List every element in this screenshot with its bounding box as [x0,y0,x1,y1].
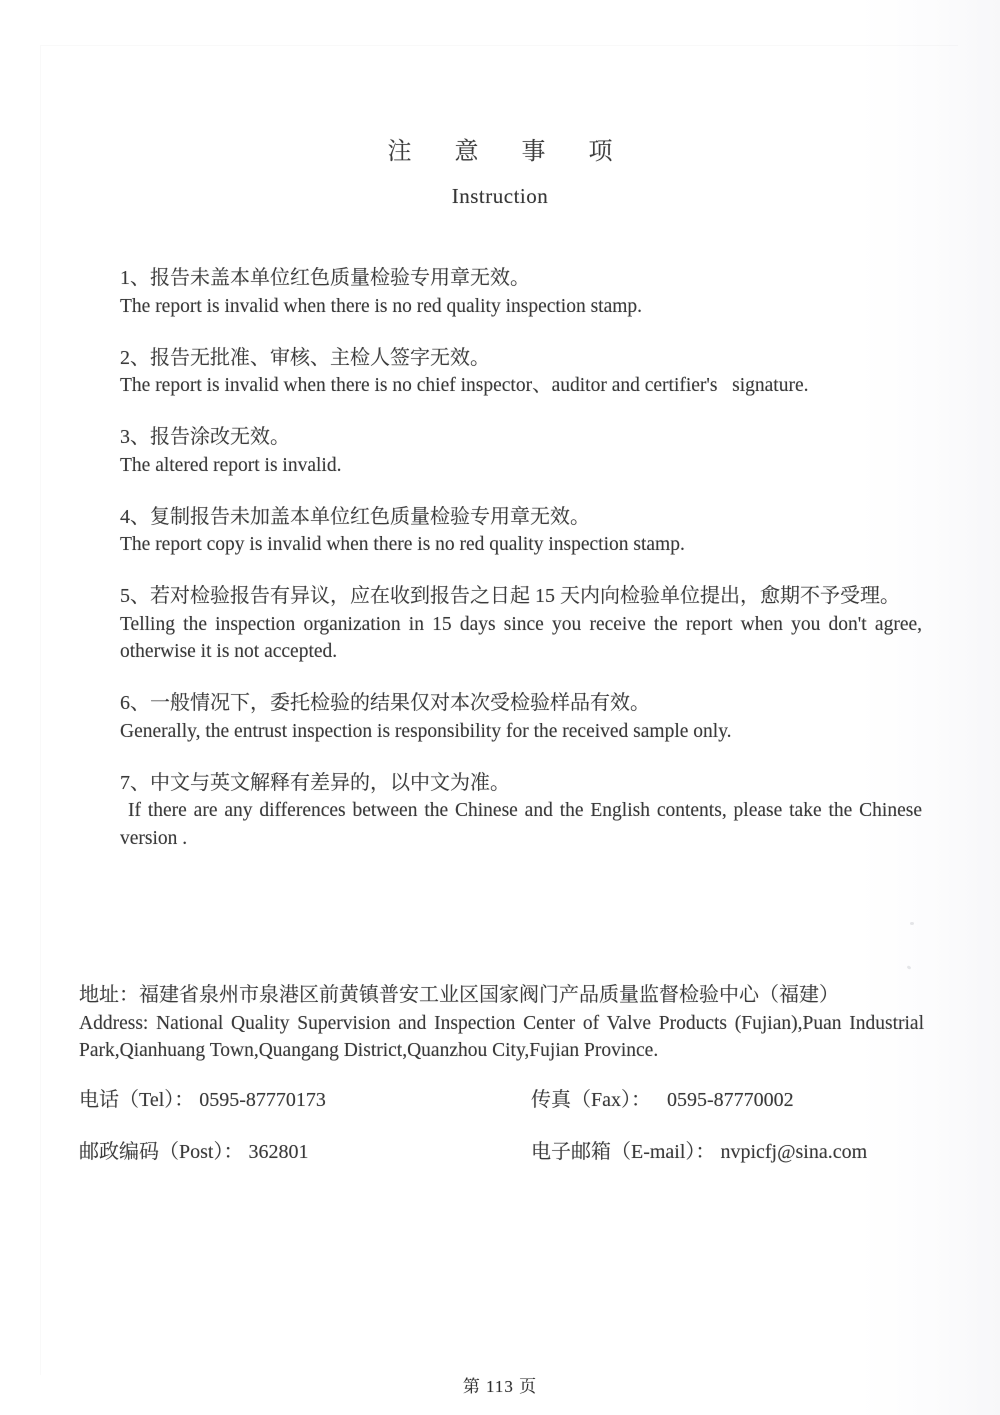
item-3-english-text: The altered report is invalid. [120,454,342,476]
item-1-english-text: The report is invalid when there is no red quality inspection stamp. [120,295,643,317]
instruction-item-1 [120,265,922,320]
item-2-chinese-text: 2、报告无批准、审核、主检人签字无效。 [120,346,490,369]
scan-speck [907,965,912,970]
address-block [79,982,924,1065]
post-cell [79,1139,531,1167]
tel-label: 电话（Tel）： [79,1088,195,1111]
address-english: Address: National Quality Supervision and Inspection Center of Valve Products (Fujian),Puan Industrial Park,Qianhuang Town,Quangang District,Quanzhou City,Fujian Province. [79,1012,924,1061]
email-cell [531,1139,867,1167]
instruction-item-5 [120,583,922,666]
fax-label: 传真（Fax）： [531,1088,651,1111]
tel-fax-row [79,1087,939,1115]
instruction-item-2 [120,345,922,400]
item-4-chinese-text: 4、复制报告未加盖本单位红色质量检验专用章无效。 [120,505,590,528]
item-1-chinese-text: 1、报告未盖本单位红色质量检验专用章无效。 [120,267,530,289]
item-4-english-text: The report copy is invalid when there is no red quality inspection stamp. [120,534,685,555]
post-value: 362801 [248,1141,309,1163]
item-7-english-text: If there are any differences between the Chinese and the English contents, please take the Chinese version . [120,800,922,849]
email-value: nvpicfj@sina.com [720,1141,868,1163]
item-6-english-text: Generally, the entrust inspection is responsibility for the received sample only. [120,720,732,742]
tel-cell [79,1087,531,1115]
fax-cell [531,1087,794,1115]
fax-value: 0595-87770002 [667,1088,794,1111]
instruction-item-3 [120,424,922,479]
instruction-item-6 [120,690,922,745]
tel-value: 0595-87770173 [199,1088,326,1111]
page-title-english: Instruction [451,184,549,208]
post-label: 邮政编码（Post）： [79,1141,244,1163]
item-5-english-text: Telling the inspection organization in 15 days since you receive the report when you don't agree, otherwise it is not accepted. [120,613,922,662]
instruction-list [120,265,922,852]
page-number-footer: 第 113 页 [462,1377,538,1396]
item-3-chinese-text: 3、报告涂改无效。 [120,426,290,448]
email-label: 电子邮箱（E-mail）： [531,1141,716,1163]
post-email-row [79,1139,939,1167]
instruction-item-7 [120,770,922,853]
item-2-english-text: The report is invalid when there is no chief inspector、auditor and certifier's signature. [120,375,809,396]
item-6-chinese-text: 6、一般情况下，委托检验的结果仅对本次受检验样品有效。 [120,692,650,714]
item-5-chinese-text: 5、若对检验报告有异议，应在收到报告之日起 15 天内向检验单位提出，愈期不予受理。 [120,585,900,607]
item-7-chinese-text: 7、中文与英文解释有差异的，以中文为准。 [120,771,510,794]
page-title-chinese: 注意事项 [387,139,656,165]
address-chinese: 地址：福建省泉州市泉港区前黄镇普安工业区国家阀门产品质量监督检验中心（福建） [79,984,839,1006]
scan-speck [910,922,914,925]
instruction-item-4 [120,504,922,559]
